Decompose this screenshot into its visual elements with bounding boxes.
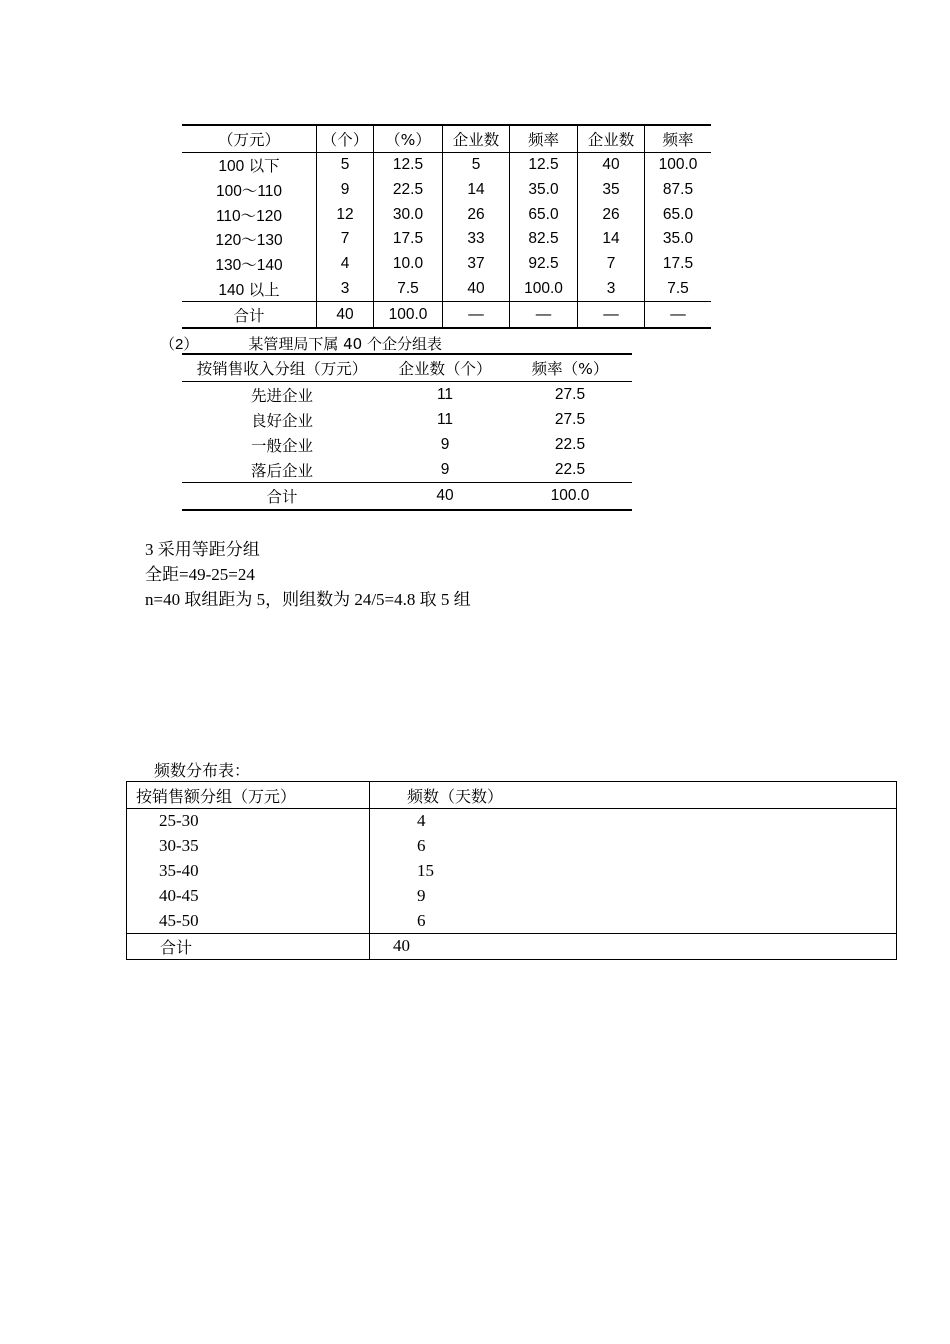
cell: 7.5 bbox=[374, 276, 443, 301]
header-cell: （%） bbox=[374, 125, 443, 153]
cell: 65.0 bbox=[645, 202, 712, 227]
cell: 92.5 bbox=[510, 252, 578, 277]
table2-caption bbox=[160, 333, 442, 354]
cell: 6 bbox=[417, 910, 426, 930]
header-cell: 频率（%） bbox=[508, 354, 632, 382]
header-cell: 按销售收入分组（万元） bbox=[182, 354, 382, 382]
table-row bbox=[182, 252, 711, 277]
cell: 140 以上 bbox=[218, 281, 280, 299]
cell: 7.5 bbox=[645, 276, 712, 301]
cell: 12.5 bbox=[510, 153, 578, 178]
text-line: 全距=49-25=24 bbox=[145, 565, 255, 584]
cell: 35 bbox=[578, 178, 645, 203]
cell: 7 bbox=[317, 227, 374, 252]
cell: 12.5 bbox=[374, 153, 443, 178]
table-row bbox=[182, 202, 711, 227]
cell: 一般企业 bbox=[250, 436, 313, 455]
cell: 9 bbox=[417, 885, 426, 905]
cell: — bbox=[578, 302, 645, 329]
table-row bbox=[182, 276, 711, 301]
cell: 9 bbox=[317, 178, 374, 203]
cell: — bbox=[443, 302, 510, 329]
cell: 35-40 bbox=[127, 859, 370, 884]
cumulative-frequency-table bbox=[182, 124, 711, 329]
total-label: 合计 bbox=[182, 302, 317, 329]
cell: 先进企业 bbox=[250, 386, 313, 405]
header-cell: 按销售额分组（万元） bbox=[127, 782, 370, 809]
cell: 100 以下 bbox=[218, 158, 280, 176]
table-row bbox=[182, 227, 711, 252]
cell: 100.0 bbox=[508, 483, 632, 511]
cell: 35.0 bbox=[645, 227, 712, 252]
table-row bbox=[182, 432, 632, 457]
table-row bbox=[127, 834, 897, 859]
cell: 良好企业 bbox=[250, 411, 313, 430]
table-header-row bbox=[182, 125, 711, 153]
cell: 9 bbox=[440, 435, 450, 453]
cell: 15 bbox=[417, 860, 434, 880]
total-label: 合计 bbox=[127, 933, 370, 959]
cell: 4 bbox=[417, 811, 426, 831]
cell: 22.5 bbox=[374, 178, 443, 203]
header-cell: （万元） bbox=[182, 125, 317, 153]
cell: 27.5 bbox=[554, 410, 586, 428]
cell: 130～140 bbox=[215, 257, 283, 275]
cell: 87.5 bbox=[645, 178, 712, 203]
table-row bbox=[127, 908, 897, 933]
cell: 82.5 bbox=[510, 227, 578, 252]
enterprise-group-table bbox=[182, 353, 632, 511]
cell: 40 bbox=[370, 933, 897, 959]
text-line: 3 采用等距分组 bbox=[145, 540, 260, 559]
cell: 40 bbox=[578, 153, 645, 178]
cell: 5 bbox=[317, 153, 374, 178]
cell: 120～130 bbox=[215, 232, 283, 250]
cell: 25-30 bbox=[127, 809, 370, 834]
header-cell: 企业数（个） bbox=[382, 354, 508, 382]
table-row bbox=[127, 883, 897, 908]
table-total-row bbox=[182, 483, 632, 511]
cell: 14 bbox=[578, 227, 645, 252]
table-header-row bbox=[127, 782, 897, 809]
cell: 40-45 bbox=[127, 883, 370, 908]
cell: 27.5 bbox=[554, 385, 586, 403]
cell: 30.0 bbox=[374, 202, 443, 227]
cell: 12 bbox=[317, 202, 374, 227]
cell: 22.5 bbox=[554, 435, 586, 453]
header-cell: 频率 bbox=[645, 125, 712, 153]
table3-caption: 频数分布表： bbox=[154, 761, 251, 780]
header-cell: 频数（天数） bbox=[370, 782, 897, 809]
table-header-row bbox=[182, 354, 632, 382]
table-row bbox=[182, 457, 632, 483]
cell: 35.0 bbox=[510, 178, 578, 203]
cell: — bbox=[510, 302, 578, 329]
table-row bbox=[182, 407, 632, 432]
cell: 7 bbox=[578, 252, 645, 277]
cell: 4 bbox=[317, 252, 374, 277]
cell: 5 bbox=[443, 153, 510, 178]
cell: 110～120 bbox=[215, 207, 283, 225]
cell: 3 bbox=[317, 276, 374, 301]
cell: 40 bbox=[382, 483, 508, 511]
cell: 17.5 bbox=[645, 252, 712, 277]
cell: 33 bbox=[443, 227, 510, 252]
frequency-distribution-table bbox=[126, 781, 897, 960]
cell: 100.0 bbox=[374, 302, 443, 329]
table-row bbox=[127, 809, 897, 834]
cell: 22.5 bbox=[554, 460, 586, 478]
total-label: 合计 bbox=[182, 483, 382, 511]
cell: 17.5 bbox=[374, 227, 443, 252]
header-cell: 频率 bbox=[510, 125, 578, 153]
cell: 65.0 bbox=[510, 202, 578, 227]
cell: 落后企业 bbox=[250, 461, 313, 480]
cell: 3 bbox=[578, 276, 645, 301]
cell: 100～110 bbox=[215, 183, 283, 201]
cell: 40 bbox=[443, 276, 510, 301]
cell: — bbox=[645, 302, 712, 329]
table-row bbox=[182, 178, 711, 203]
table-row bbox=[127, 859, 897, 884]
cell: 11 bbox=[436, 410, 454, 428]
header-cell: （个） bbox=[317, 125, 374, 153]
cell: 37 bbox=[443, 252, 510, 277]
cell: 26 bbox=[578, 202, 645, 227]
cell: 100.0 bbox=[645, 153, 712, 178]
cell: 45-50 bbox=[127, 908, 370, 933]
table-total-row bbox=[127, 933, 897, 959]
cell: 100.0 bbox=[510, 276, 578, 301]
cell: 26 bbox=[443, 202, 510, 227]
table-total-row bbox=[182, 302, 711, 329]
header-cell: 企业数 bbox=[443, 125, 510, 153]
cell: 14 bbox=[443, 178, 510, 203]
cell: 11 bbox=[436, 385, 454, 403]
cell: 10.0 bbox=[374, 252, 443, 277]
cell: 9 bbox=[440, 460, 450, 478]
caption-number: （2） bbox=[160, 336, 199, 353]
caption-title: 某管理局下属 40 个企分组表 bbox=[248, 335, 442, 353]
table-row bbox=[182, 153, 711, 178]
cell: 40 bbox=[317, 302, 374, 329]
cell: 30-35 bbox=[127, 834, 370, 859]
text-line: n=40 取组距为 5，则组数为 24/5=4.8 取 5 组 bbox=[145, 590, 471, 609]
table-row bbox=[182, 382, 632, 408]
cell: 6 bbox=[417, 836, 426, 856]
header-cell: 企业数 bbox=[578, 125, 645, 153]
